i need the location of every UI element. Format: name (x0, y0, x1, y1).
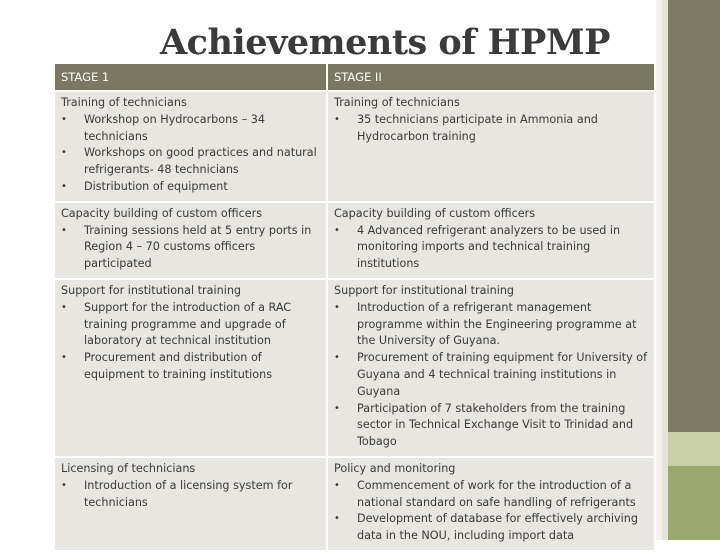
table-cell (55, 91, 327, 202)
table-cell (327, 91, 655, 202)
table-cell (327, 457, 655, 551)
bullet-list (61, 112, 320, 196)
table-cell (55, 202, 327, 279)
bullet-list (61, 223, 320, 273)
list-item: • Distribution of equipment (61, 179, 320, 196)
bullet-list (334, 300, 648, 451)
cell-heading: Licensing of technicians (61, 461, 196, 475)
slide-title: Achievements of HPMP (160, 22, 610, 63)
cell-heading: Policy and monitoring (334, 461, 456, 475)
column-header-stage-1: STAGE 1 (55, 64, 327, 91)
achievements-table (55, 64, 656, 552)
cell-heading: Capacity building of custom officers (61, 206, 263, 220)
list-item: • Participation of 7 stakeholders from the training sector in Technical Exchange Visit to Trinidad and Tobago (334, 401, 648, 451)
list-item: • Workshops on good practices and natural refrigerants- 48 technicians (61, 145, 320, 179)
table-cell (55, 279, 327, 457)
table-row (55, 457, 655, 551)
bullet-list (61, 478, 320, 512)
list-item: • Procurement of training equipment for University of Guyana and 4 technical training institutions in Guyana (334, 350, 648, 400)
bullet-list (334, 112, 648, 146)
table-cell (327, 202, 655, 279)
bullet-list (61, 300, 320, 384)
cell-heading: Support for institutional training (334, 283, 515, 297)
list-item: • 4 Advanced refrigerant analyzers to be used in monitoring imports and technical training institutions (334, 223, 648, 273)
list-item: • Workshop on Hydrocarbons – 34 technicians (61, 112, 320, 146)
cell-heading: Support for institutional training (61, 283, 242, 297)
bullet-list (334, 478, 648, 545)
table-cell (327, 279, 655, 457)
bullet-list (334, 223, 648, 273)
list-item: • Procurement and distribution of equipment to training institutions (61, 350, 320, 384)
list-item: • Development of database for effectively archiving data in the NOU, including import data (334, 511, 648, 545)
column-header-stage-2: STAGE II (327, 64, 655, 91)
list-item: • Introduction of a refrigerant management programme within the Engineering programme at the University of Guyana. (334, 300, 648, 350)
cell-heading: Training of technicians (61, 96, 187, 109)
list-item: • 35 technicians participate in Ammonia and Hydrocarbon training (334, 112, 648, 146)
table-row (55, 91, 655, 202)
cell-heading: Capacity building of custom officers (334, 206, 536, 220)
table-cell (55, 457, 327, 551)
list-item: • Introduction of a licensing system for technicians (61, 478, 320, 512)
side-decoration-block (668, 466, 720, 540)
list-item: • Commencement of work for the introduction of a national standard on safe handling of refrigerants (334, 478, 648, 512)
table-row (55, 202, 655, 279)
list-item: • Support for the introduction of a RAC training programme and upgrade of laboratory at technical institution (61, 300, 320, 350)
list-item: • Training sessions held at 5 entry ports in Region 4 – 70 customs officers participated (61, 223, 320, 273)
cell-heading: Training of technicians (334, 96, 460, 109)
table-header-row (55, 64, 655, 91)
table-row (55, 279, 655, 457)
